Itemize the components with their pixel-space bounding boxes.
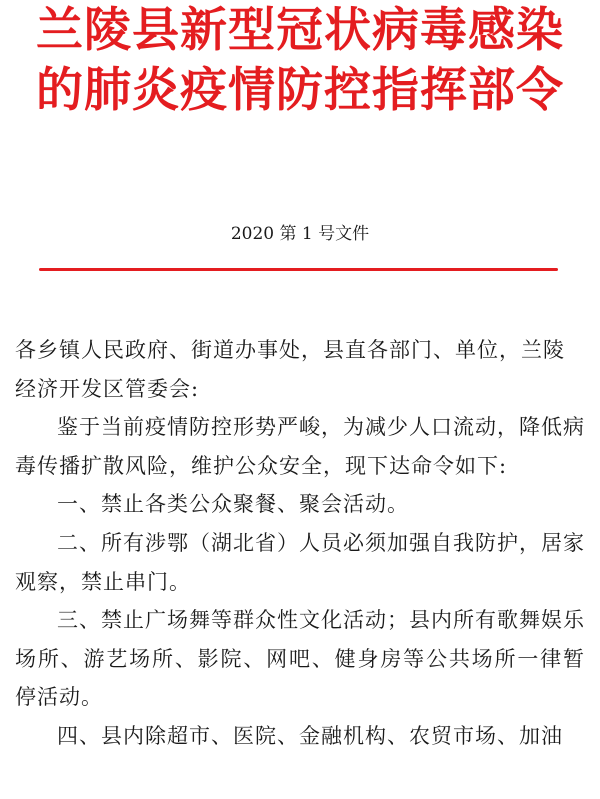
order-item-1: 一、禁止各类公众聚餐、聚会活动。 (57, 492, 409, 517)
order-item-2: 二、所有涉鄂（湖北省）人员必须加强自我防护，居家观察，禁止串门。 (15, 530, 585, 594)
intro-paragraph: 鉴于当前疫情防控形势严峻，为减少人口流动，降低病毒传播扩散风险，维护公众安全，现下达命令如下: (15, 415, 585, 478)
document-number: 2020 第 1 号文件 (230, 224, 370, 244)
red-divider-line (39, 268, 558, 271)
addressee-line-1: 各乡镇人民政府、街道办事处，县直各部门、单位，兰陵 (15, 338, 565, 362)
document-header (0, 0, 600, 120)
title-line-2: 的肺炎疫情防控指挥部令 (36, 63, 564, 118)
order-item-3: 三、禁止广场舞等群众性文化活动；县内所有歌舞娱乐场所、游艺场所、影院、网吧、健身房等公共场所一律暂停活动。 (15, 608, 585, 710)
order-item-4: 四、县内除超市、医院、金融机构、农贸市场、加油 (57, 723, 563, 748)
title-line-1: 兰陵县新型冠状病毒感染 (36, 3, 564, 58)
addressee (15, 331, 585, 408)
addressee-line-2: 经济开发区管委会: (15, 376, 200, 401)
document-body (15, 331, 585, 756)
